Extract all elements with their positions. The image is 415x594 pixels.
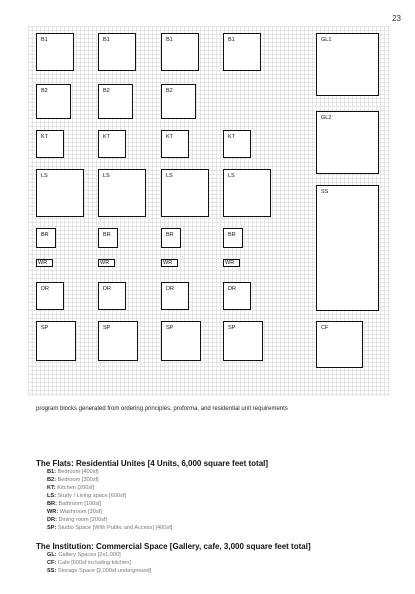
block-label: DR [228,286,236,292]
block-sp [36,321,76,361]
block-b1 [223,33,261,71]
block-label: KT [41,134,49,140]
block-label: SP [228,325,236,331]
block-b1 [161,33,199,71]
block-sp [161,321,201,361]
block-b1 [36,33,74,71]
block-kt [36,130,64,158]
block-b2 [161,84,196,119]
block-sp [223,321,263,361]
block-label: B1 [166,37,173,43]
block-gl1 [316,33,379,96]
block-dr [223,282,251,310]
block-label: SP [103,325,111,331]
block-b1 [98,33,136,71]
block-label: BR [228,232,236,238]
block-sp [98,321,138,361]
block-b2 [36,84,71,119]
block-dr [36,282,64,310]
block-label: B2 [166,88,173,94]
list-item: SS: Storage Space [2,000sf underground] [47,568,152,574]
institution-program-list [47,551,151,575]
block-label: B2 [103,88,110,94]
page-number: 23 [392,14,401,23]
block-label: B2 [41,88,48,94]
diagram-caption: program blocks generated from ordering principles, proforma, and residential unit requirements [36,406,288,412]
block-label: GL1 [321,37,332,43]
block-label: WR [163,260,173,266]
block-dr [161,282,189,310]
block-label: WR [225,260,235,266]
list-item: SP: Studio Space [With Public and Access] [400sf] [47,525,173,531]
block-cf [316,321,363,368]
list-item: B1: Bedroom [400sf] [47,469,99,475]
block-label: SP [166,325,174,331]
block-label: B1 [41,37,48,43]
block-label: B1 [103,37,110,43]
list-item: WR: Washroom [30sf] [47,509,102,515]
block-label: BR [41,232,49,238]
list-item: CF: Cafe [600sf including kitchen] [47,560,131,566]
block-wr [223,259,240,267]
block-label: GL2 [321,115,332,121]
block-ss [316,185,379,311]
block-kt [161,130,189,158]
block-label: LS [166,173,173,179]
block-wr [161,259,178,267]
block-br [36,228,56,248]
block-label: CF [321,325,329,331]
block-label: BR [103,232,111,238]
block-label: DR [166,286,174,292]
block-label: KT [228,134,236,140]
block-label: KT [166,134,174,140]
block-ls [223,169,271,217]
block-label: DR [103,286,111,292]
list-item: GL: Gallery Spaces [2x1,000] [47,552,121,558]
list-item: DR: Dining room [200sf] [47,517,108,523]
block-label: LS [41,173,48,179]
program-block-diagram [28,26,390,396]
block-wr [98,259,115,267]
block-ls [161,169,209,217]
block-label: SS [321,189,329,195]
block-dr [98,282,126,310]
block-label: LS [103,173,110,179]
list-item: LS: Study / Living space [600sf] [47,493,126,499]
block-br [161,228,181,248]
block-label: WR [38,260,48,266]
list-item: KT: Kitchen [200sf] [47,485,95,491]
block-ls [98,169,146,217]
block-label: KT [103,134,111,140]
block-kt [98,130,126,158]
block-wr [36,259,53,267]
flats-section-title: The Flats: Residential Unites [4 Units, 6,000 square feet total] [36,459,269,468]
flats-program-list [47,468,172,532]
block-ls [36,169,84,217]
block-br [223,228,243,248]
block-label: SP [41,325,49,331]
block-b2 [98,84,133,119]
list-item: BR: Bathroom [100sf] [47,501,102,507]
block-label: BR [166,232,174,238]
list-item: B2: Bedroom [300sf] [47,477,99,483]
block-label: WR [100,260,110,266]
block-br [98,228,118,248]
block-gl2 [316,111,379,174]
institution-section-title: The Institution: Commercial Space [Gallery, cafe, 3,000 square feet total] [36,542,311,551]
block-kt [223,130,251,158]
block-label: DR [41,286,49,292]
block-label: LS [228,173,235,179]
block-label: B1 [228,37,235,43]
